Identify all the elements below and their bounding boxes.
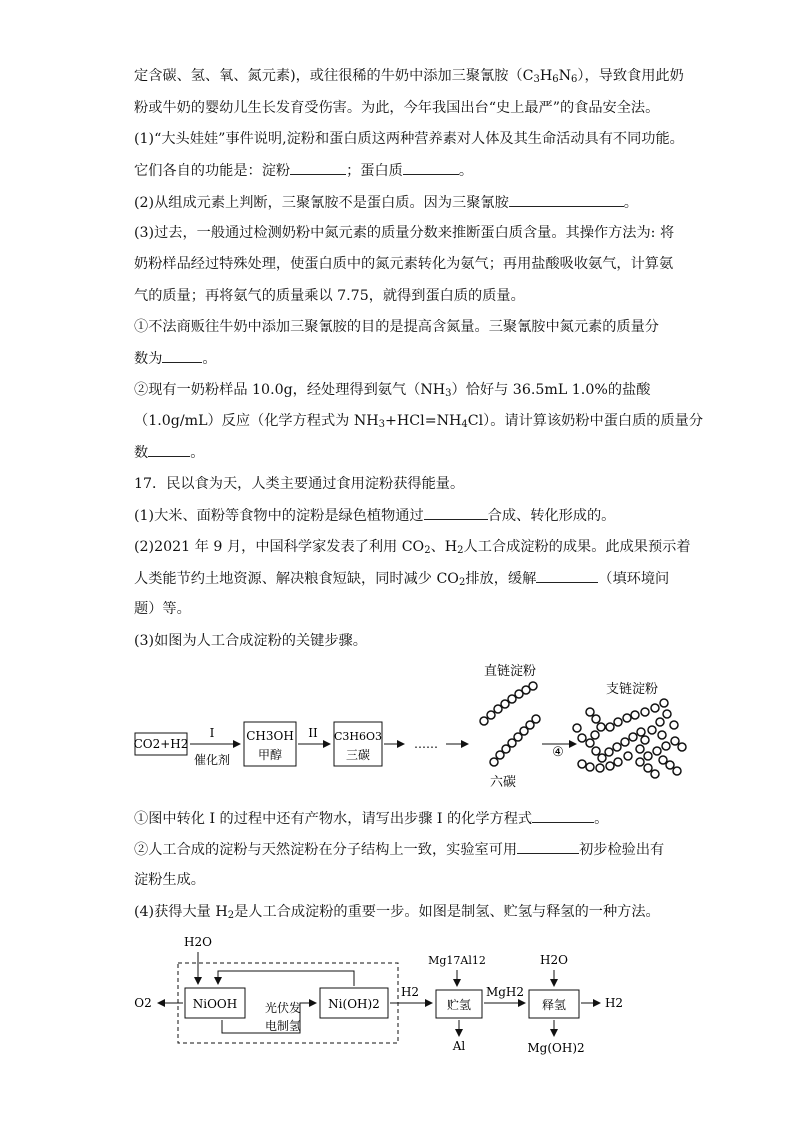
text: 粉或牛奶的婴幼儿生长发育受伤害。为此，今年我国出台“史上最严”的食品安全法。: [134, 100, 660, 116]
release-water-label: H2O: [540, 953, 568, 967]
text: ；蛋白质: [346, 163, 403, 179]
text: 。: [458, 163, 474, 179]
text: (2)从组成元素上判断，三聚氰胺不是蛋白质。因为三聚氰胺: [134, 195, 509, 211]
subscript: 2: [457, 545, 464, 556]
subscript: 6: [552, 74, 559, 85]
text: 气的质量；再将氨气的质量乘以 7.75，就得到蛋白质的质量。: [134, 288, 525, 304]
text: ①不法商贩往牛奶中添加三聚氰胺的目的是提高含氮量。三聚氰胺中氮元素的质量分: [134, 319, 659, 335]
text: 。: [594, 811, 609, 827]
text: 。: [202, 351, 217, 367]
text: ①图中转化 I 的过程中还有产物水，请写出步骤 I 的化学方程式: [134, 811, 533, 827]
branched-starch-structure: [573, 699, 686, 778]
text: （填环境问: [598, 571, 670, 587]
nioh2-label: Ni(OH)2: [328, 997, 380, 1011]
subscript: 3: [533, 74, 540, 85]
subscript: 3: [378, 419, 386, 430]
text: 数: [134, 445, 149, 461]
subscript: 2: [227, 910, 235, 921]
regeneration-arrow: [218, 971, 354, 986]
text: 人类能节约土地资源、解决粮食短缺，同时减少 CO: [134, 571, 459, 587]
water-input-label: H2O: [184, 935, 212, 949]
oxygen-label: O2: [134, 996, 152, 1010]
text: H: [539, 68, 553, 84]
text: 奶粉样品经过特殊处理，使蛋白质中的氮元素转化为氨气；再用盐酸吸收氨气，计算氨: [134, 256, 674, 272]
text: (4)获得大量 H: [134, 904, 228, 920]
three-carbon-name: 三碳: [345, 748, 371, 762]
subscript: 3: [445, 388, 452, 399]
text: 题）等。: [134, 601, 191, 617]
linear-starch-chain-1: [480, 682, 537, 725]
text: ②现有一奶粉样品 10.0g，经处理得到氨气（NH: [134, 382, 446, 398]
text: 定含碳、氢、氧、氮元素)，或往很稀的牛奶中添加三聚氰胺（C: [134, 68, 534, 84]
linear-starch-label: 直链淀粉: [483, 664, 537, 679]
text: （1.0g/mL）反应（化学方程式为 NH: [134, 413, 379, 429]
text: 、H: [430, 539, 458, 555]
mg-al-label: Mg17Al12: [428, 954, 486, 967]
text: +HCl=NH: [385, 413, 462, 429]
text: 是人工合成淀粉的重要一步。如图是制氢、贮氢与释氢的一种方法。: [234, 904, 660, 920]
pv-label-line-1: 光伏发: [264, 1001, 302, 1015]
six-carbon-label: 六碳: [489, 775, 517, 790]
step-4-label: ④: [552, 745, 564, 760]
subscript: 4: [461, 419, 468, 430]
text: Cl）。请计算该奶粉中蛋白质的质量分: [467, 413, 704, 429]
methanol-name: 甲醇: [257, 748, 283, 762]
step-1-label: I: [209, 726, 215, 740]
hydrogen-transfer-label: H2: [400, 985, 420, 999]
subscript: 2: [424, 545, 431, 556]
final-hydrogen-label: H2: [604, 996, 624, 1010]
text: ②人工合成的淀粉与天然淀粉在分子结构上一致，实验室可用: [134, 842, 518, 858]
subscript: 6: [571, 74, 578, 85]
mgh2-label: MgH2: [485, 985, 525, 999]
text: (3)如图为人工合成淀粉的关键步骤。: [134, 633, 367, 649]
text: 。: [190, 445, 205, 461]
text: 初步检验出有: [579, 842, 665, 858]
text: (1)“大头娃娃”事件说明,淀粉和蛋白质这两种营养素对人体及其生命活动具有不同功能。: [134, 131, 684, 147]
pv-label-line-2: 电制氢: [264, 1019, 302, 1033]
text: ）恰好与 36.5mL 1.0%的盐酸: [451, 382, 651, 398]
storage-label: 贮氢: [446, 998, 472, 1012]
co2-h2-label: CO2+H2: [133, 737, 189, 751]
subscript: 2: [458, 577, 466, 588]
text: 17．民以食为天，人类主要通过食用淀粉获得能量。: [134, 476, 465, 492]
mgoh2-label: Mg(OH)2: [527, 1041, 585, 1055]
starch-synthesis-diagram: [134, 663, 686, 790]
text: 合成、转化形成的。: [487, 508, 616, 524]
text: (3)过去，一般通过检测奶粉中氮元素的质量分数来推断蛋白质含量。其操作方法为: 将: [134, 225, 675, 241]
catalyst-label: 催化剂: [193, 753, 231, 767]
three-carbon-formula: C3H6O3: [333, 730, 383, 743]
methanol-formula: CH3OH: [246, 729, 294, 743]
branched-starch-label: 支链淀粉: [605, 682, 659, 697]
release-label: 释氢: [541, 998, 567, 1012]
text: 它们各自的功能是：淀粉: [134, 163, 291, 179]
text: (2)2021 年 9 月，中国科学家发表了利用 CO: [134, 539, 425, 555]
text: ），导致食用此奶: [577, 68, 684, 84]
step-2-label: II: [308, 726, 318, 740]
linear-starch-chain-2: [490, 715, 540, 766]
text: 数为: [134, 351, 163, 367]
niooh-label: NiOOH: [192, 997, 238, 1011]
ellipsis: ……: [414, 737, 438, 751]
hydrogen-process-diagram: [134, 935, 623, 1055]
text: N: [558, 68, 572, 84]
text: 排放，缓解: [465, 571, 537, 587]
text: (1)大米、面粉等食物中的淀粉是绿色植物通过: [134, 508, 424, 524]
text: 淀粉生成。: [134, 872, 205, 888]
text: 。: [623, 195, 638, 211]
aluminum-label: Al: [452, 1039, 466, 1053]
text: 人工合成淀粉的成果。此成果预示着: [463, 539, 691, 555]
